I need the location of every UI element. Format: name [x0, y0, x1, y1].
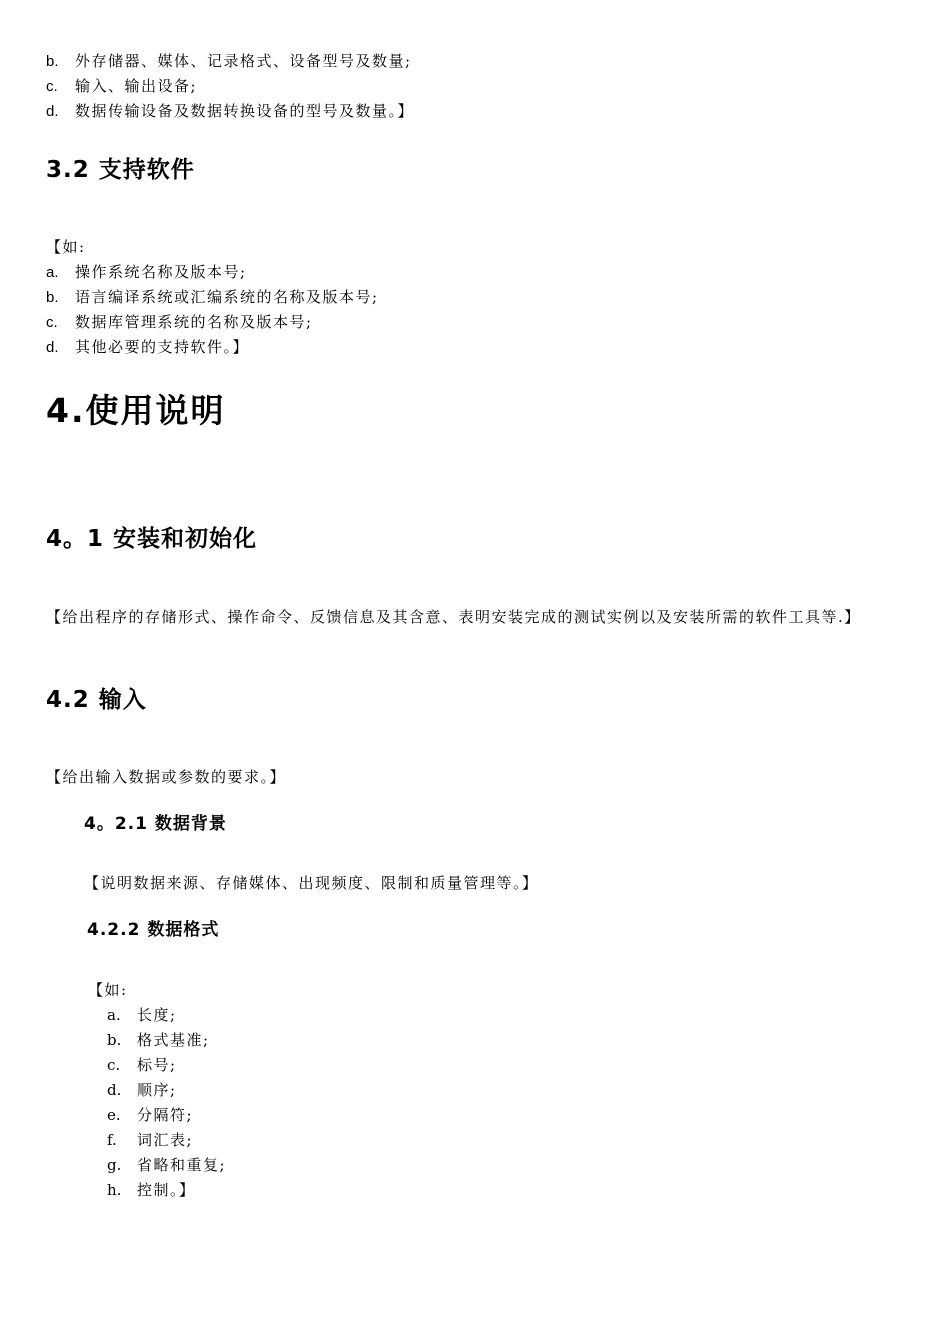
list-item [46, 51, 412, 72]
paragraph: 【给出输入数据或参数的要求。】 [46, 768, 287, 786]
subsection-heading-4-2-2: 4.2.2 数据格式 [87, 920, 220, 940]
list-marker: b. [107, 1031, 122, 1049]
list-marker: b. [46, 289, 59, 306]
list-item [107, 1155, 226, 1175]
list-marker: d. [46, 339, 59, 356]
list-item-text: 控制。】 [137, 1181, 196, 1199]
list-marker: d. [46, 103, 59, 120]
list-item [107, 1105, 193, 1125]
list-item-text: 数据传输设备及数据转换设备的型号及数量。】 [75, 102, 415, 120]
list-item-text: 词汇表; [137, 1131, 194, 1149]
list-item [107, 1080, 177, 1100]
list-marker: g. [107, 1156, 122, 1174]
list-marker: c. [107, 1056, 121, 1074]
list-item [46, 287, 379, 308]
list-item-text: 数据库管理系统的名称及版本号; [75, 313, 313, 331]
section-heading-4-1: 4。1 安装和初始化 [46, 526, 258, 552]
list-item [107, 1030, 210, 1050]
list-marker: d. [107, 1081, 122, 1099]
chapter-heading-4: 4.使用说明 [46, 391, 226, 430]
section-heading-3-2: 3.2 支持软件 [46, 157, 195, 183]
list-item [107, 1130, 193, 1150]
list-marker: a. [107, 1006, 121, 1024]
list-marker: e. [107, 1106, 121, 1124]
paragraph: 【说明数据来源、存储媒体、出现频度、限制和质量管理等。】 [84, 874, 539, 892]
list-item-text: 格式基准; [137, 1031, 210, 1049]
list-item [107, 1180, 196, 1200]
list-item-text: 其他必要的支持软件。】 [75, 338, 250, 356]
list-item-text: 标号; [137, 1056, 177, 1074]
list-item-text: 操作系统名称及版本号; [75, 263, 247, 281]
list-item-text: 顺序; [137, 1081, 177, 1099]
list-intro: 【如: [88, 981, 128, 999]
list-marker: b. [46, 53, 59, 70]
list-marker: f. [107, 1131, 117, 1149]
list-intro: 【如: [46, 238, 86, 256]
list-item [107, 1005, 177, 1025]
list-item [46, 76, 197, 97]
list-item [46, 262, 247, 283]
list-item-text: 分隔符; [137, 1106, 194, 1124]
paragraph: 【给出程序的存储形式、操作命令、反馈信息及其含意、表明安装完成的测试实例以及安装所需的软件工具等.】 [46, 608, 861, 626]
list-item-text: 语言编译系统或汇编系统的名称及版本号; [75, 288, 379, 306]
list-item [46, 101, 414, 122]
list-item-text: 输入、输出设备; [75, 77, 198, 95]
list-item-text: 外存储器、媒体、记录格式、设备型号及数量; [75, 52, 412, 70]
list-marker: c. [46, 78, 58, 95]
list-item-text: 省略和重复; [137, 1156, 227, 1174]
list-marker: a. [46, 264, 59, 281]
list-item [46, 337, 249, 358]
list-marker: c. [46, 314, 58, 331]
list-item [107, 1055, 177, 1075]
section-heading-4-2: 4.2 输入 [46, 687, 147, 713]
subsection-heading-4-2-1: 4。2.1 数据背景 [84, 814, 227, 834]
list-item [46, 312, 313, 333]
list-item-text: 长度; [137, 1006, 177, 1024]
list-marker: h. [107, 1181, 122, 1199]
